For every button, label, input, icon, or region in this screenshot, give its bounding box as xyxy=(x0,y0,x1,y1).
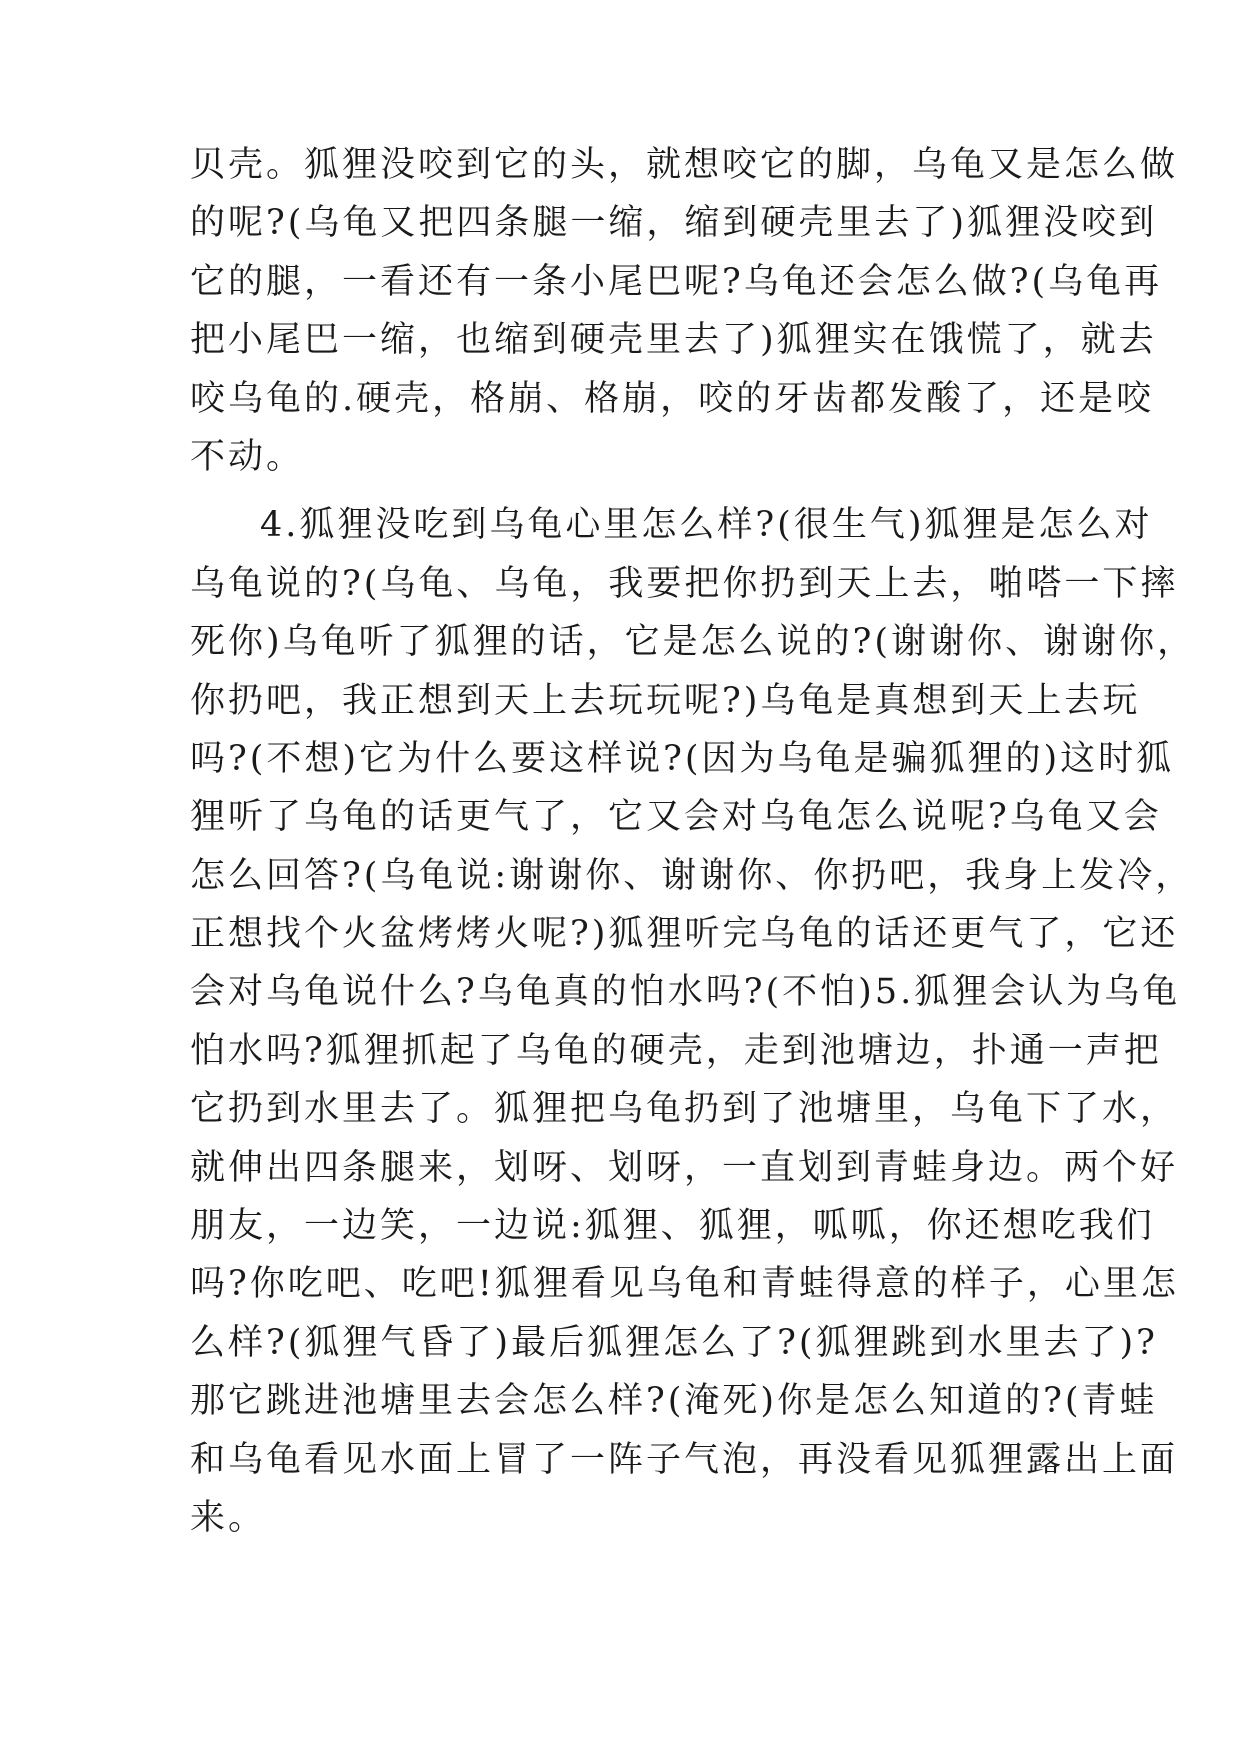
text-line: 那它跳进池塘里去会怎么样?(淹死)你是怎么知道的?(青蛙 xyxy=(190,1381,1158,1422)
text-line: 就伸出四条腿来，划呀、划呀，一直划到青蛙身边。两个好 xyxy=(190,1147,1179,1188)
text-line: 不动。 xyxy=(190,436,305,477)
text-line: 你扔吧，我正想到天上去玩玩呢?)乌龟是真想到天上去玩 xyxy=(190,680,1141,721)
text-line: 4.狐狸没吃到乌龟心里怎么样?(很生气)狐狸是怎么对 xyxy=(260,505,1153,546)
text-line: 它扔到水里去了。狐狸把乌龟扔到了池塘里，乌龟下了水， xyxy=(190,1089,1179,1130)
text-line: 死你)乌龟听了狐狸的话，它是怎么说的?(谢谢你、谢谢你， xyxy=(190,622,1196,663)
text-line: 怎么回答?(乌龟说:谢谢你、谢谢你、你扔吧，我身上发冷， xyxy=(190,855,1194,896)
text-line: 怕水吗?狐狸抓起了乌龟的硬壳，走到池塘边，扑通一声把 xyxy=(190,1030,1162,1071)
text-line: 和乌龟看见水面上冒了一阵子气泡，再没看见狐狸露出上面 xyxy=(190,1439,1179,1480)
text-line: 的呢?(乌龟又把四条腿一缩，缩到硬壳里去了)狐狸没咬到 xyxy=(190,203,1158,244)
text-line: 么样?(狐狸气昏了)最后狐狸怎么了?(狐狸跳到水里去了)? xyxy=(190,1322,1158,1363)
text-line: 会对乌龟说什么?乌龟真的怕水吗?(不怕)5.狐狸会认为乌龟 xyxy=(190,972,1181,1013)
text-line: 把小尾巴一缩，也缩到硬壳里去了)狐狸实在饿慌了，就去 xyxy=(190,320,1157,361)
text-line: 吗?你吃吧、吃吧!狐狸看见乌龟和青蛙得意的样子，心里怎 xyxy=(190,1264,1179,1305)
text-line: 正想找个火盆烤烤火呢?)狐狸听完乌龟的话还更气了，它还 xyxy=(190,914,1179,955)
text-line: 咬乌龟的.硬壳，格崩、格崩，咬的牙齿都发酸了，还是咬 xyxy=(190,378,1155,419)
paragraph xyxy=(190,136,1179,486)
text-line: 吗?(不想)它为什么要这样说?(因为乌龟是骗狐狸的)这时狐 xyxy=(190,738,1175,779)
text-line: 乌龟说的?(乌龟、乌龟，我要把你扔到天上去，啪嗒一下摔 xyxy=(190,563,1179,604)
document-body xyxy=(190,136,1196,1547)
text-line: 它的腿，一看还有一条小尾巴呢?乌龟还会怎么做?(乌龟再 xyxy=(190,261,1163,302)
text-line: 狸听了乌龟的话更气了，它又会对乌龟怎么说呢?乌龟又会 xyxy=(190,797,1162,838)
text-line: 来。 xyxy=(190,1497,267,1538)
text-line: 朋友，一边笑，一边说:狐狸、狐狸，呱呱，你还想吃我们 xyxy=(190,1206,1155,1247)
paragraph-spacing xyxy=(190,486,1070,496)
text-line: 贝壳。狐狸没咬到它的头，就想咬它的脚，乌龟又是怎么做 xyxy=(190,145,1179,185)
paragraph xyxy=(190,496,1196,1547)
